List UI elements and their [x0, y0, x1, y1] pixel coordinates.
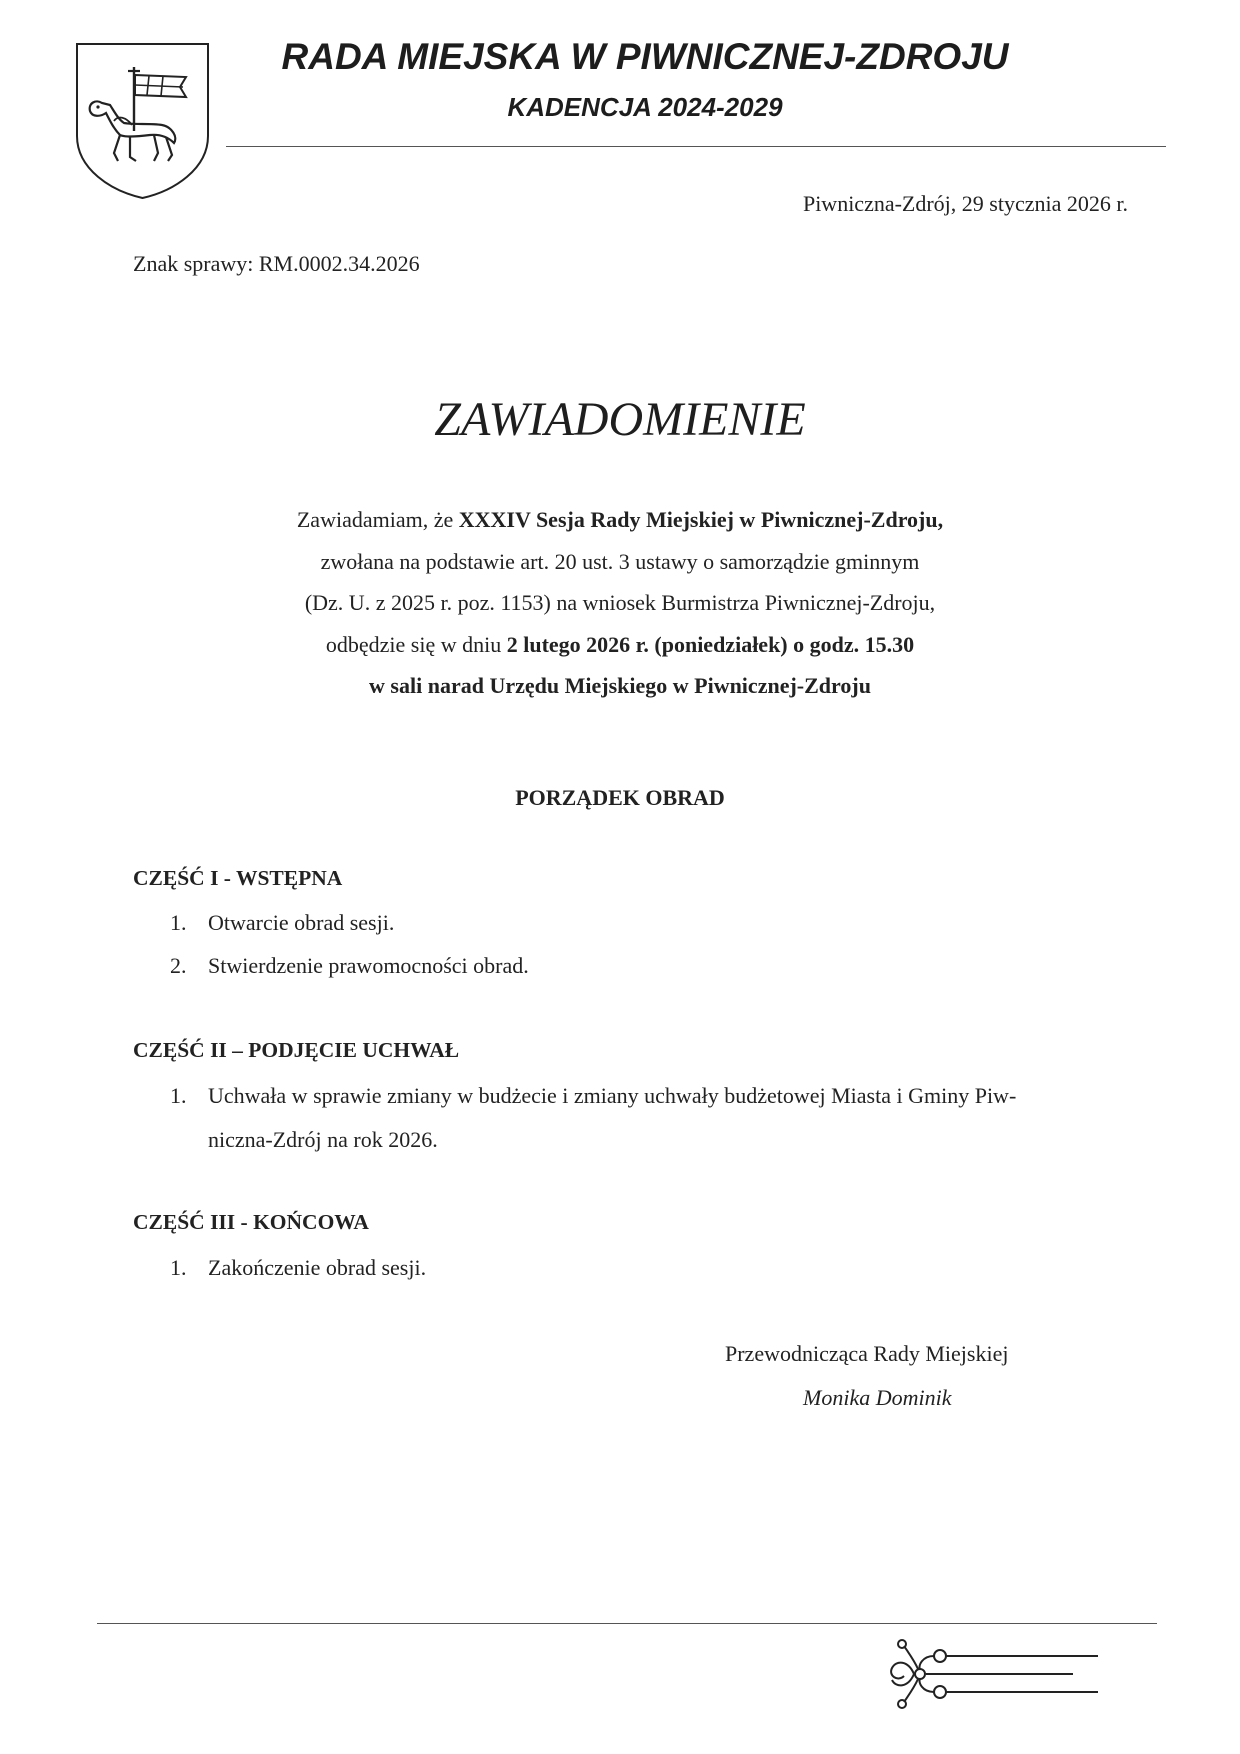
- coat-of-arms-icon: [74, 41, 211, 201]
- notice-line-4: [120, 624, 1120, 666]
- item-text: Stwierdzenie prawomocności obrad.: [208, 953, 529, 978]
- document-title: ZAWIADOMIENIE: [434, 393, 806, 446]
- item-text: Zakończenie obrad sesji.: [208, 1255, 427, 1280]
- item-number: 1.: [170, 1255, 187, 1280]
- case-number: Znak sprawy: RM.0002.34.2026: [133, 251, 420, 276]
- agenda-section-heading: CZĘŚĆ II – PODJĘCIE UCHWAŁ: [133, 1038, 460, 1062]
- signatory-role: Przewodnicząca Rady Miejskiej: [725, 1341, 1009, 1366]
- flourish-ornament-icon: [878, 1634, 1128, 1714]
- council-term: KADENCJA 2024-2029: [507, 92, 783, 122]
- item-text: Uchwała w sprawie zmiany w budżecie i zmiany uchwały budżetowej Miasta i Gminy Piw-: [208, 1083, 1017, 1108]
- item-number: 2.: [170, 953, 187, 978]
- item-number: 1.: [170, 1083, 187, 1108]
- agenda-section-heading: CZĘŚĆ III - KOŃCOWA: [133, 1210, 369, 1234]
- agenda-item: [170, 953, 529, 979]
- signatory-name: Monika Dominik: [803, 1385, 952, 1410]
- agenda-section-heading: CZĘŚĆ I - WSTĘPNA: [133, 866, 343, 890]
- agenda-title: PORZĄDEK OBRAD: [515, 785, 725, 810]
- session-datetime: 2 lutego 2026 r. (poniedziałek) o godz. 15.30: [506, 631, 915, 657]
- notice-text: odbędzie się w dniu: [325, 631, 507, 657]
- agenda-item: [170, 1255, 426, 1281]
- session-name: XXXIV Sesja Rady Miejskiej w Piwnicznej-Zdroju,: [458, 507, 944, 532]
- notice-text: Zawiadamiam, że: [296, 507, 459, 532]
- notice-body: [120, 499, 1120, 707]
- council-name: RADA MIEJSKA W PIWNICZNEJ-ZDROJU: [281, 36, 1009, 77]
- agenda-item: [170, 1083, 1016, 1109]
- session-location: w sali narad Urzędu Miejskiego w Piwnicznej-Zdroju: [369, 673, 871, 698]
- document-date: Piwniczna-Zdrój, 29 stycznia 2026 r.: [802, 191, 1128, 216]
- notice-line-3: (Dz. U. z 2025 r. poz. 1153) na wniosek Burmistrza Piwnicznej-Zdroju,: [304, 590, 936, 615]
- item-number: 1.: [170, 910, 187, 935]
- notice-line-1: [120, 499, 1120, 541]
- agenda-item-continuation: niczna-Zdrój na rok 2026.: [208, 1127, 438, 1152]
- agenda-item: [170, 910, 394, 936]
- notice-line-2: zwołana na podstawie art. 20 ust. 3 ustawy o samorządzie gminnym: [320, 548, 920, 574]
- item-text: Otwarcie obrad sesji.: [208, 910, 395, 935]
- header-divider: [226, 146, 1166, 147]
- footer-divider: [97, 1623, 1157, 1624]
